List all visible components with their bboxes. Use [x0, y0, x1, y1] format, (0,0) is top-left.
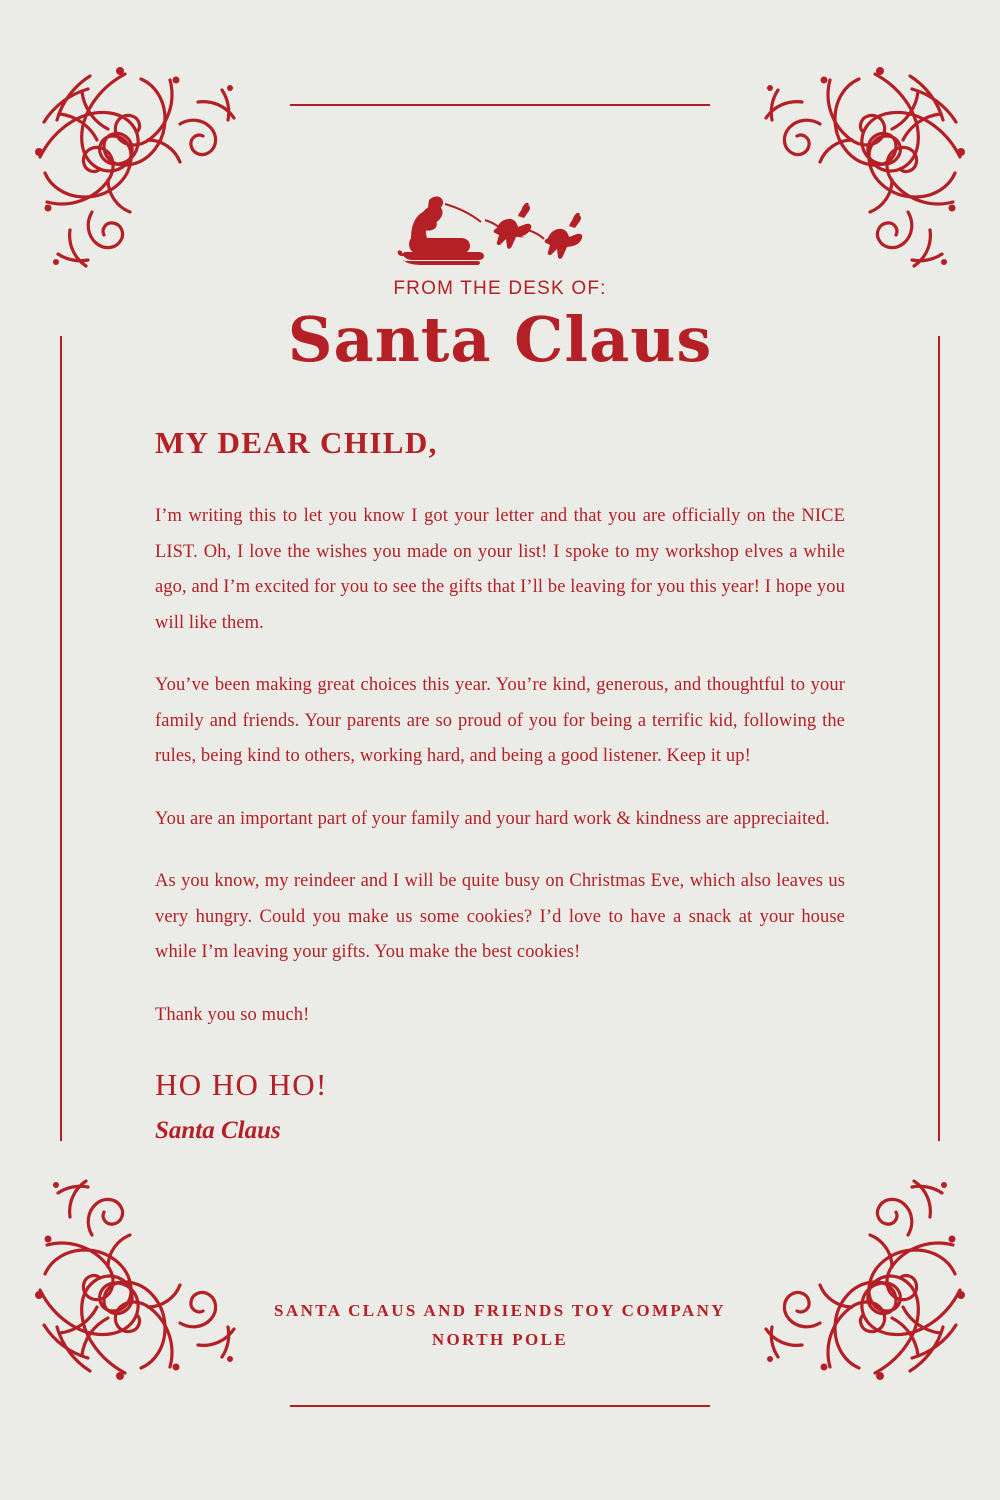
letterhead-title: Santa Claus [287, 303, 713, 376]
santa-sleigh-reindeer-icon [0, 196, 1000, 266]
letter-paragraph: You are an important part of your family and your hard work & kindness are appreciaited. [155, 808, 830, 829]
footer-company: SANTA CLAUS AND FRIENDS TOY COMPANY [274, 1300, 726, 1320]
letter-paragraph: You’ve been making great choices this year. You’re kind, generous, and thoughtful to your family and friends. Your parents are so proud of you for being a terrific kid, following the rules, being kind to others, working hard, and being a good listener. Keep it up! [155, 675, 845, 767]
signature: Santa Claus [155, 1117, 281, 1145]
letter-paragraph: As you know, my reindeer and I will be quite busy on Christmas Eve, which also leaves us very hungry. Could you make us some cookies? I’d love to have a snack at your house while I’m leaving your gifts. You make the best cookies! [155, 871, 845, 963]
salutation: MY DEAR CHILD, [155, 425, 438, 460]
letter-paragraph: I’m writing this to let you know I got your letter and that you are officially on the NICE LIST. Oh, I love the wishes you made on your list! I spoke to my workshop elves a while ago, and I’m excited for you to see the gifts that I’ll be leaving for you this year! I hope you will like them. [155, 506, 845, 633]
left-vertical-rule [60, 336, 62, 1141]
letterhead-eyebrow: FROM THE DESK OF: [393, 278, 607, 299]
footer-location: NORTH POLE [431, 1330, 569, 1350]
letter-paragraph: Thank you so much! [155, 1004, 310, 1025]
letterhead [0, 196, 1000, 374]
letter-body [155, 425, 845, 1145]
bottom-divider-rule [290, 1405, 710, 1407]
closing-exclamation: HO HO HO! [155, 1067, 328, 1103]
right-vertical-rule [938, 336, 940, 1141]
top-divider-rule [290, 104, 710, 106]
footer [0, 1296, 1000, 1356]
